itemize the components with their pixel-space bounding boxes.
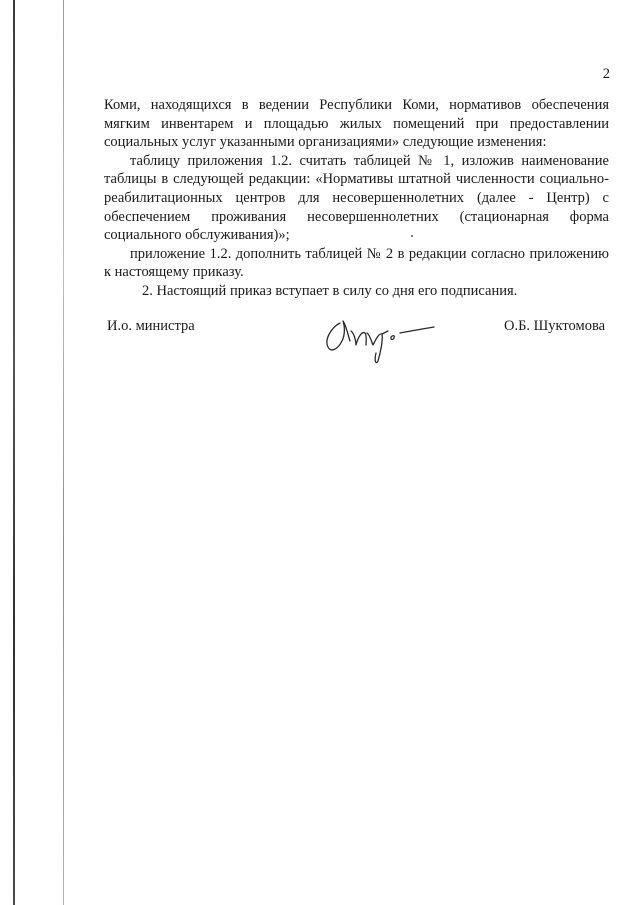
signatory-name: О.Б. Шуктомова <box>504 318 606 334</box>
body-text <box>104 96 609 301</box>
scan-speck <box>411 235 413 237</box>
signatory-position: И.о. министра <box>107 318 195 334</box>
paragraph-effective-date: 2. Настоящий приказ вступает в силу со дня его подписания. <box>142 282 518 299</box>
page-number: 2 <box>602 66 610 82</box>
scan-margin-line <box>63 0 64 905</box>
paragraph-table-rename: таблицу приложения 1.2. считать таблицей № 1, изложив наименование таблицы в следующей редакции: «Нормативы штатной численности социально-реабилитационных центров для несовершеннолетних (далее - Центр) с обеспечением проживания несовершеннолетних (стационарная форма социального обслуживания)»; <box>104 152 609 244</box>
paragraph-continuation: Коми, находящихся в ведении Республики Коми, нормативов обеспечения мягким инвентарем и площадью жилых помещений при предоставлении социальных услуг указанными организациями» следующие изменения: <box>104 97 609 151</box>
paragraph-table-add: приложение 1.2. дополнить таблицей № 2 в редакции согласно приложению к настоящему приказу. <box>104 245 609 281</box>
handwritten-signature <box>318 303 438 365</box>
scan-binding-edge <box>13 0 15 905</box>
